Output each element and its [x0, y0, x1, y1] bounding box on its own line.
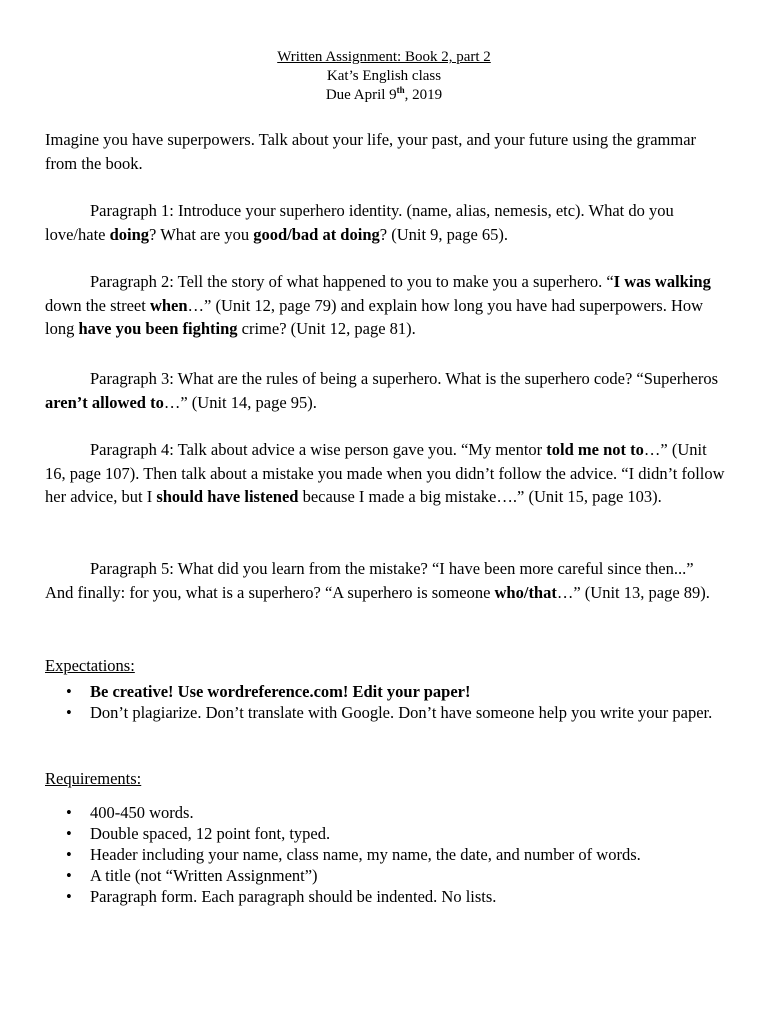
emphasized-grammar: doing: [109, 224, 150, 244]
expectations-heading: Expectations:: [45, 656, 135, 675]
paragraph-text: Paragraph 5: What did you learn from the mistake? “I have been more careful since then...” And finally: for you, what is a superhero? “A superhero is someone: [45, 559, 694, 602]
bullet-icon: •: [66, 703, 72, 722]
paragraph-text: …” (Unit 13, page 89).: [556, 582, 710, 602]
expectations-item: [45, 681, 725, 702]
paragraph-4-instructions: [45, 438, 725, 509]
bullet-icon: •: [66, 866, 72, 885]
bullet-icon: •: [66, 845, 72, 864]
paragraph-text: down the street: [45, 295, 150, 315]
requirements-item-text: Paragraph form. Each paragraph should be indented. No lists.: [90, 887, 497, 906]
requirements-item: [45, 802, 725, 823]
requirements-item-text: Header including your name, class name, my name, the date, and number of words.: [90, 845, 641, 864]
requirements-item: [45, 823, 725, 844]
requirements-heading: Requirements:: [45, 769, 142, 788]
intro-text: Imagine you have superpowers. Talk about your life, your past, and your future using the grammar from the book.: [45, 130, 697, 173]
emphasized-grammar: told me not to: [546, 440, 644, 459]
document-header: [0, 48, 768, 105]
paragraph-text: …” (Unit 12, page 79) and explain how long you have had superpowers. How long: [45, 295, 704, 338]
expectations-item-text: Don’t plagiarize. Don’t translate with Google. Don’t have someone help you write your paper.: [90, 703, 713, 722]
expectations-item-text: Be creative! Use wordreference.com! Edit your paper!: [90, 682, 471, 701]
emphasized-grammar: aren’t allowed to: [45, 392, 164, 412]
bullet-icon: •: [66, 682, 72, 701]
paragraph-5-instructions: [45, 557, 725, 604]
paragraph-text: Paragraph 4: Talk about advice a wise person gave you. “My mentor: [90, 440, 547, 459]
due-date: Due April 9th, 2019: [325, 85, 443, 103]
expectations-list: [45, 681, 725, 723]
paragraph-text: Paragraph 1: Introduce your superhero identity. (name, alias, nemesis, etc). What do you love/hate: [45, 201, 674, 244]
paragraph-1-instructions: [45, 199, 725, 246]
assignment-title: Written Assignment: Book 2, part 2: [277, 49, 491, 65]
emphasized-grammar: have you been fighting: [78, 319, 238, 338]
expectations-item: [45, 702, 725, 723]
paragraph-text: Paragraph 2: Tell the story of what happened to you to make you a superhero. “: [90, 272, 614, 291]
bullet-icon: •: [66, 887, 72, 906]
requirements-item-text: A title (not “Written Assignment”): [90, 866, 318, 885]
emphasized-grammar: should have listened: [156, 487, 299, 506]
requirements-item: [45, 886, 725, 907]
paragraph-text: …” (Unit 16, page 107). Then talk about a mistake you made when you didn’t follow the advice. “I didn’t follow her advice, but I: [45, 440, 725, 506]
class-name: Kat’s English class: [326, 68, 442, 84]
emphasized-grammar: I was walking: [613, 272, 711, 291]
paragraph-text: Paragraph 3: What are the rules of being a superhero. What is the superhero code? “Superheros: [90, 369, 718, 388]
bullet-icon: •: [66, 803, 72, 822]
emphasized-grammar: good/bad at doing: [253, 224, 380, 244]
paragraph-2-instructions: [45, 270, 725, 341]
requirements-item-text: 400-450 words.: [90, 803, 194, 822]
requirements-item: [45, 865, 725, 886]
emphasized-grammar: when: [149, 295, 188, 315]
bullet-icon: •: [66, 824, 72, 843]
requirements-list: [45, 802, 725, 907]
requirements-item-text: Double spaced, 12 point font, typed.: [90, 824, 331, 843]
paragraph-text: because I made a big mistake….” (Unit 15, page 103).: [298, 487, 662, 506]
paragraph-text: ? What are you: [149, 224, 254, 244]
paragraph-text: crime? (Unit 12, page 81).: [237, 319, 416, 338]
paragraph-text: …” (Unit 14, page 95).: [163, 392, 317, 412]
paragraph-text: ? (Unit 9, page 65).: [379, 224, 509, 244]
paragraph-3-instructions: [45, 367, 725, 414]
emphasized-grammar: who/that: [494, 582, 557, 602]
requirements-item: [45, 844, 725, 865]
